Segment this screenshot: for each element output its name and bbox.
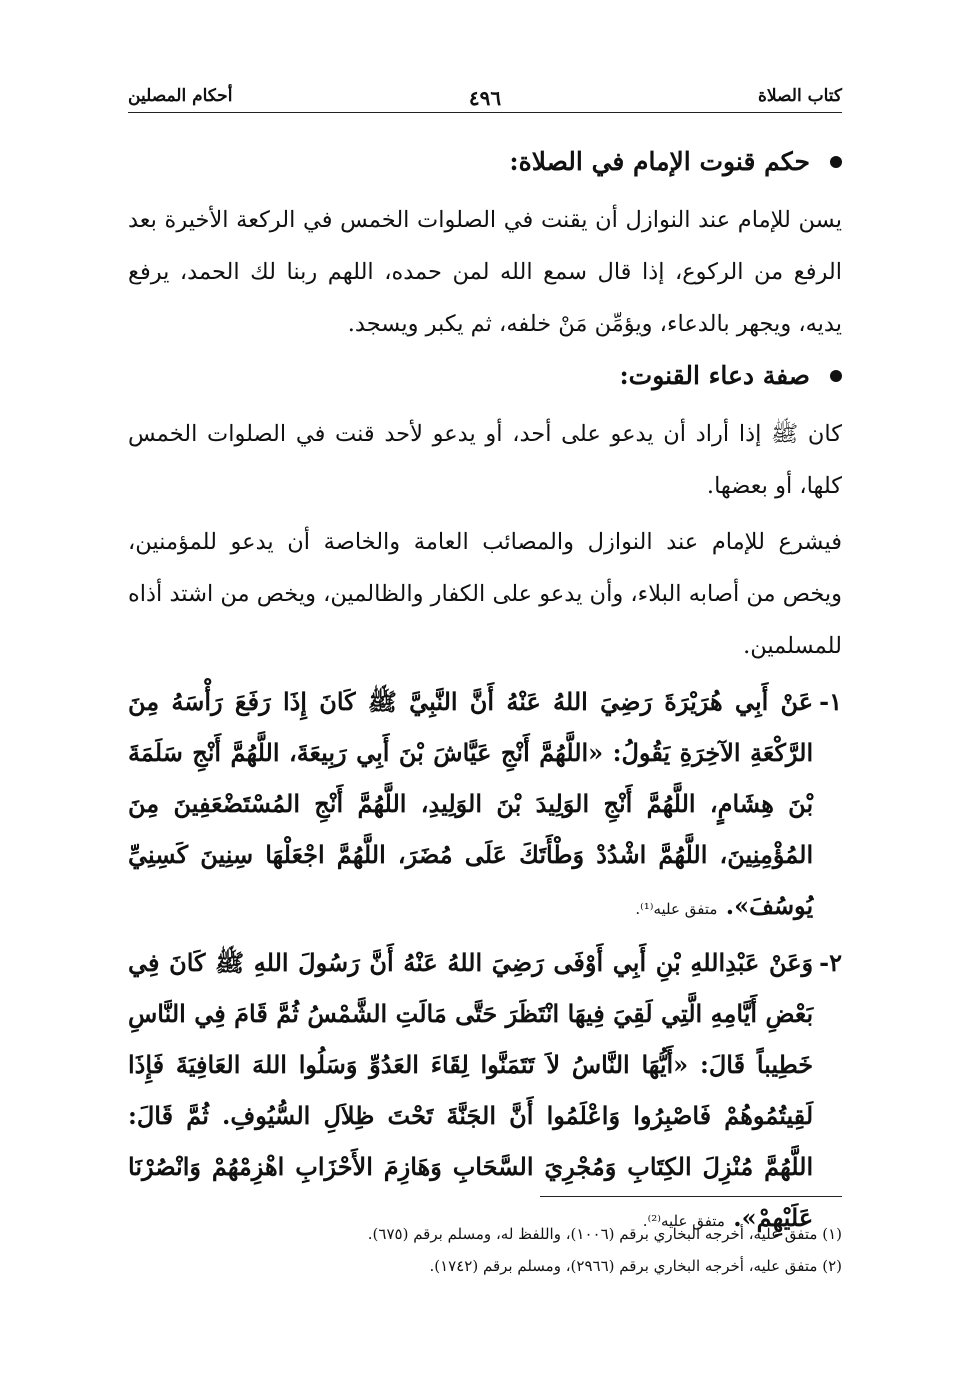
book-title: كتاب الصلاة bbox=[757, 86, 842, 106]
hadith-number: ١- bbox=[819, 687, 842, 716]
hadith-body bbox=[128, 937, 813, 1247]
paragraph: فيشرع للإمام عند النوازل والمصائب العامة والخاصة أن يدعو للمؤمنين، ويخص من أصابه البلاء، وأن يدعو على الكفار والظالمين، ويخص من اشتد أذاه للمسلمين. bbox=[128, 529, 842, 659]
footnote: (١) متفق عليه، أخرجه البخاري برقم (١٠٠٦)، واللفظ له، ومسلم برقم (٦٧٥). bbox=[367, 1225, 842, 1243]
bullet-icon bbox=[830, 370, 842, 382]
footnote: (٢) متفق عليه، أخرجه البخاري برقم (٢٩٦٦)، ومسلم برقم (١٧٤٢). bbox=[429, 1257, 842, 1275]
footnote-divider bbox=[540, 1196, 842, 1197]
page-number: ٤٩٦ bbox=[468, 86, 502, 110]
section-heading bbox=[128, 140, 842, 184]
footnotes bbox=[128, 1218, 842, 1282]
page-header bbox=[128, 84, 842, 113]
hadith-number: ٢- bbox=[819, 948, 842, 977]
bullet-icon bbox=[830, 156, 842, 168]
section-heading bbox=[128, 354, 842, 398]
hadith-text: عَنْ أَبِي هُرَيْرَةَ رَضِيَ اللهُ عَنْهُ أَنَّ النَّبِيَّ ﷺ كَانَ إِذَا رَفَعَ رَأْسَهُ مِنَ الرَّكْعَةِ الآخِرَةِ يَقُولُ: «اللَّهُمَّ أَنْجِ عَيَّاشَ بْنَ أَبِي رَبِيعَةَ، اللَّهُمَّ أَنْجِ سَلَمَةَ بْنَ هِشَامٍ، اللَّهُمَّ أَنْجِ الوَلِيدَ بْنَ الوَلِيدِ، اللَّهُمَّ أَنْجِ المُسْتَضْعَفِينَ مِنَ المُؤْمِنِينَ، اللَّهُمَّ اشْدُدْ وَطْأَتَكَ عَلَى مُضَرَ، اللَّهُمَّ اجْعَلْهَا سِنِينَ كَسِنِيِّ يُوسُفَ». bbox=[128, 687, 814, 920]
chapter-title: أحكام المصلين bbox=[128, 86, 233, 106]
hadith-item bbox=[128, 937, 842, 1247]
paragraph: كان ﷺ إذا أراد أن يدعو على أحد، أو يدعو لأحد قنت في الصلوات الخمس كلها، أو بعضها. bbox=[128, 421, 842, 499]
heading-text: صفة دعاء القنوت: bbox=[619, 361, 810, 390]
hadith-item bbox=[128, 676, 842, 935]
hadith-text: وَعَنْ عَبْدِاللهِ بْنِ أَبِي أَوْفَى رَضِيَ اللهُ عَنْهُ أَنَّ رَسُولَ اللهِ ﷺ كَانَ فِي بَعْضِ أَيَّامِهِ الَّتِي لَقِيَ فِيهَا انْتَظَرَ حَتَّى مَالَتِ الشَّمْسُ ثُمَّ قَامَ فِي النَّاسِ خَطِيباً قَالَ: «أَيُّهَا النَّاسُ لاَ تَتَمَنَّوا لِقَاءَ العَدُوِّ وَسَلُوا اللهَ العَافِيَةَ فَإِذَا لَقِيتُمُوهُمْ فَاصْبِرُوا وَاعْلَمُوا أَنَّ الجَنَّةَ تَحْتَ ظِلاَلِ السُّيُوفِ. ثُمَّ قَالَ: اللَّهُمَّ مُنْزِلَ الكِتَابِ وَمُجْرِيَ السَّحَابِ وَهَازِمَ الأَحْزَابِ اهْزِمْهُمْ وَانْصُرْنَا عَلَيْهِمْ». bbox=[128, 948, 814, 1232]
main-content bbox=[128, 140, 842, 1249]
paragraph: يسن للإمام عند النوازل أن يقنت في الصلوات الخمس في الركعة الأخيرة بعد الرفع من الركوع، إذا قال سمع الله لمن حمده، اللهم ربنا لك الحمد، يرفع يديه، ويجهر بالدعاء، ويؤمِّن مَنْ خلفه، ثم يكبر ويسجد. bbox=[128, 207, 842, 337]
hadith-source: متفق عليه⁽²⁾. bbox=[642, 1212, 725, 1230]
heading-text: حكم قنوت الإمام في الصلاة: bbox=[509, 147, 810, 176]
hadith-body bbox=[128, 676, 813, 935]
hadith-source: متفق عليه⁽¹⁾. bbox=[635, 900, 718, 918]
